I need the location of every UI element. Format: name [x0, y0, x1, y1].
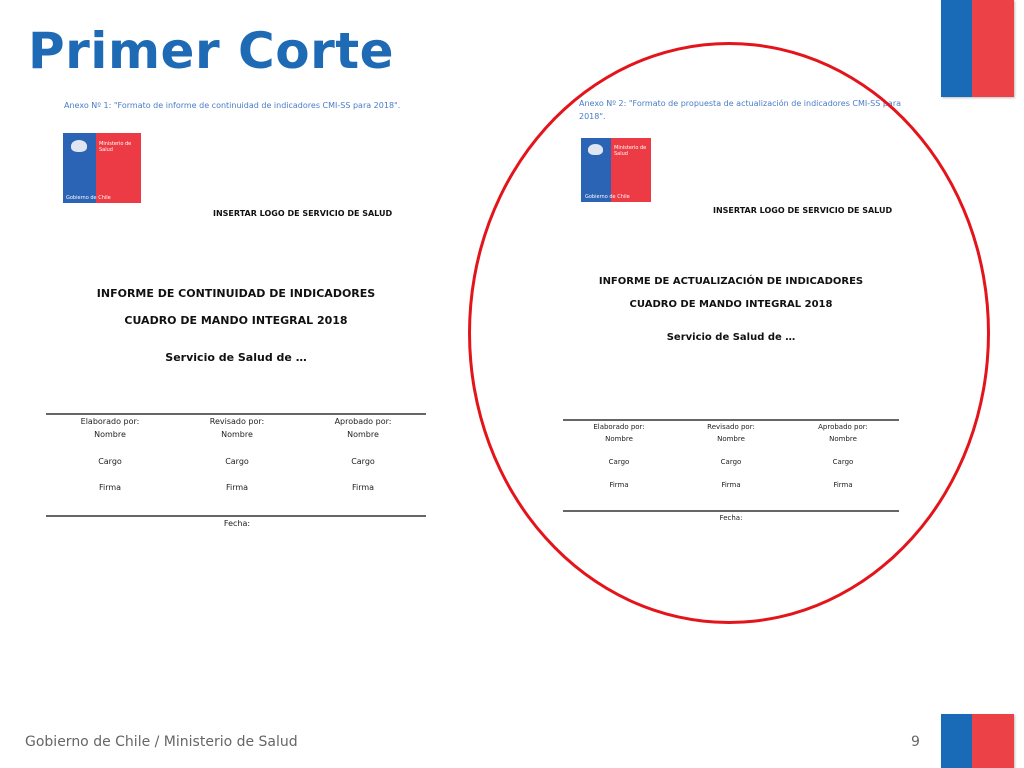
cargo-cell: Cargo — [720, 458, 742, 466]
nombre-cell: Nombre — [221, 430, 253, 439]
flag-decoration-bottom — [941, 714, 1014, 768]
annex-caption: Anexo Nº 1: "Formato de informe de continuidad de indicadores CMI-SS para 2018". — [64, 101, 401, 110]
ministerio-logo — [63, 133, 141, 203]
logo-text: Ministerio de — [614, 145, 647, 151]
fecha-label: Fecha: — [223, 519, 251, 528]
cargo-cell: Cargo — [225, 457, 249, 466]
revisado-header: Revisado por: — [209, 417, 265, 426]
firma-cell: Firma — [609, 481, 629, 489]
insert-logo-label: INSERTAR LOGO DE SERVICIO DE SALUD — [713, 206, 893, 215]
firma-cell: Firma — [225, 483, 249, 492]
firma-cell: Firma — [833, 481, 853, 489]
cargo-cell: Cargo — [351, 457, 375, 466]
cargo-cell: Cargo — [832, 458, 854, 466]
nombre-cell: Nombre — [717, 435, 745, 443]
cargo-cell: Cargo — [98, 457, 122, 466]
firma-cell: Firma — [351, 483, 375, 492]
crest-icon — [71, 140, 87, 152]
report-heading: INFORME DE CONTINUIDAD DE INDICADORES — [96, 287, 376, 300]
nombre-cell: Nombre — [94, 430, 126, 439]
firma-cell: Firma — [721, 481, 741, 489]
logo-caption: Gobierno de Chile — [585, 194, 630, 200]
revisado-header: Revisado por: — [707, 423, 755, 431]
report-heading: INFORME DE ACTUALIZACIÓN DE INDICADORES — [598, 276, 864, 287]
service-heading: Servicio de Salud de … — [666, 332, 796, 343]
aprobado-header: Aprobado por: — [818, 423, 868, 431]
nombre-cell: Nombre — [347, 430, 379, 439]
flag-red-band — [972, 714, 1014, 768]
report-subheading: CUADRO DE MANDO INTEGRAL 2018 — [124, 314, 348, 327]
flag-red-band — [972, 0, 1014, 97]
service-heading: Servicio de Salud de … — [165, 351, 307, 364]
nombre-cell: Nombre — [605, 435, 633, 443]
elaborado-header: Elaborado por: — [593, 423, 645, 431]
table-top-rule — [46, 413, 426, 415]
annex-caption: Anexo Nº 2: "Formato de propuesta de actualización de indicadores CMI-SS para — [579, 99, 902, 108]
page-number: 9 — [911, 734, 920, 750]
logo-text: Ministerio de — [99, 141, 132, 147]
flag-decoration-top — [941, 0, 1014, 97]
logo-text: Salud — [99, 147, 113, 153]
cargo-cell: Cargo — [608, 458, 630, 466]
annex-caption-continued: 2018". — [579, 112, 606, 121]
flag-blue-band — [941, 714, 972, 768]
logo-text: Salud — [614, 151, 628, 157]
insert-logo-label: INSERTAR LOGO DE SERVICIO DE SALUD — [213, 209, 393, 218]
footer-text: Gobierno de Chile / Ministerio de Salud — [25, 734, 298, 750]
firma-cell: Firma — [98, 483, 122, 492]
table-bottom-rule — [46, 515, 426, 517]
report-subheading: CUADRO DE MANDO INTEGRAL 2018 — [629, 299, 833, 310]
highlight-circle — [468, 42, 990, 624]
fecha-label: Fecha: — [719, 514, 743, 522]
logo-caption: Gobierno de Chile — [66, 195, 111, 201]
elaborado-header: Elaborado por: — [80, 417, 140, 426]
aprobado-header: Aprobado por: — [334, 417, 392, 426]
flag-blue-band — [941, 0, 972, 97]
slide-title: Primer Corte — [28, 22, 395, 80]
nombre-cell: Nombre — [829, 435, 857, 443]
